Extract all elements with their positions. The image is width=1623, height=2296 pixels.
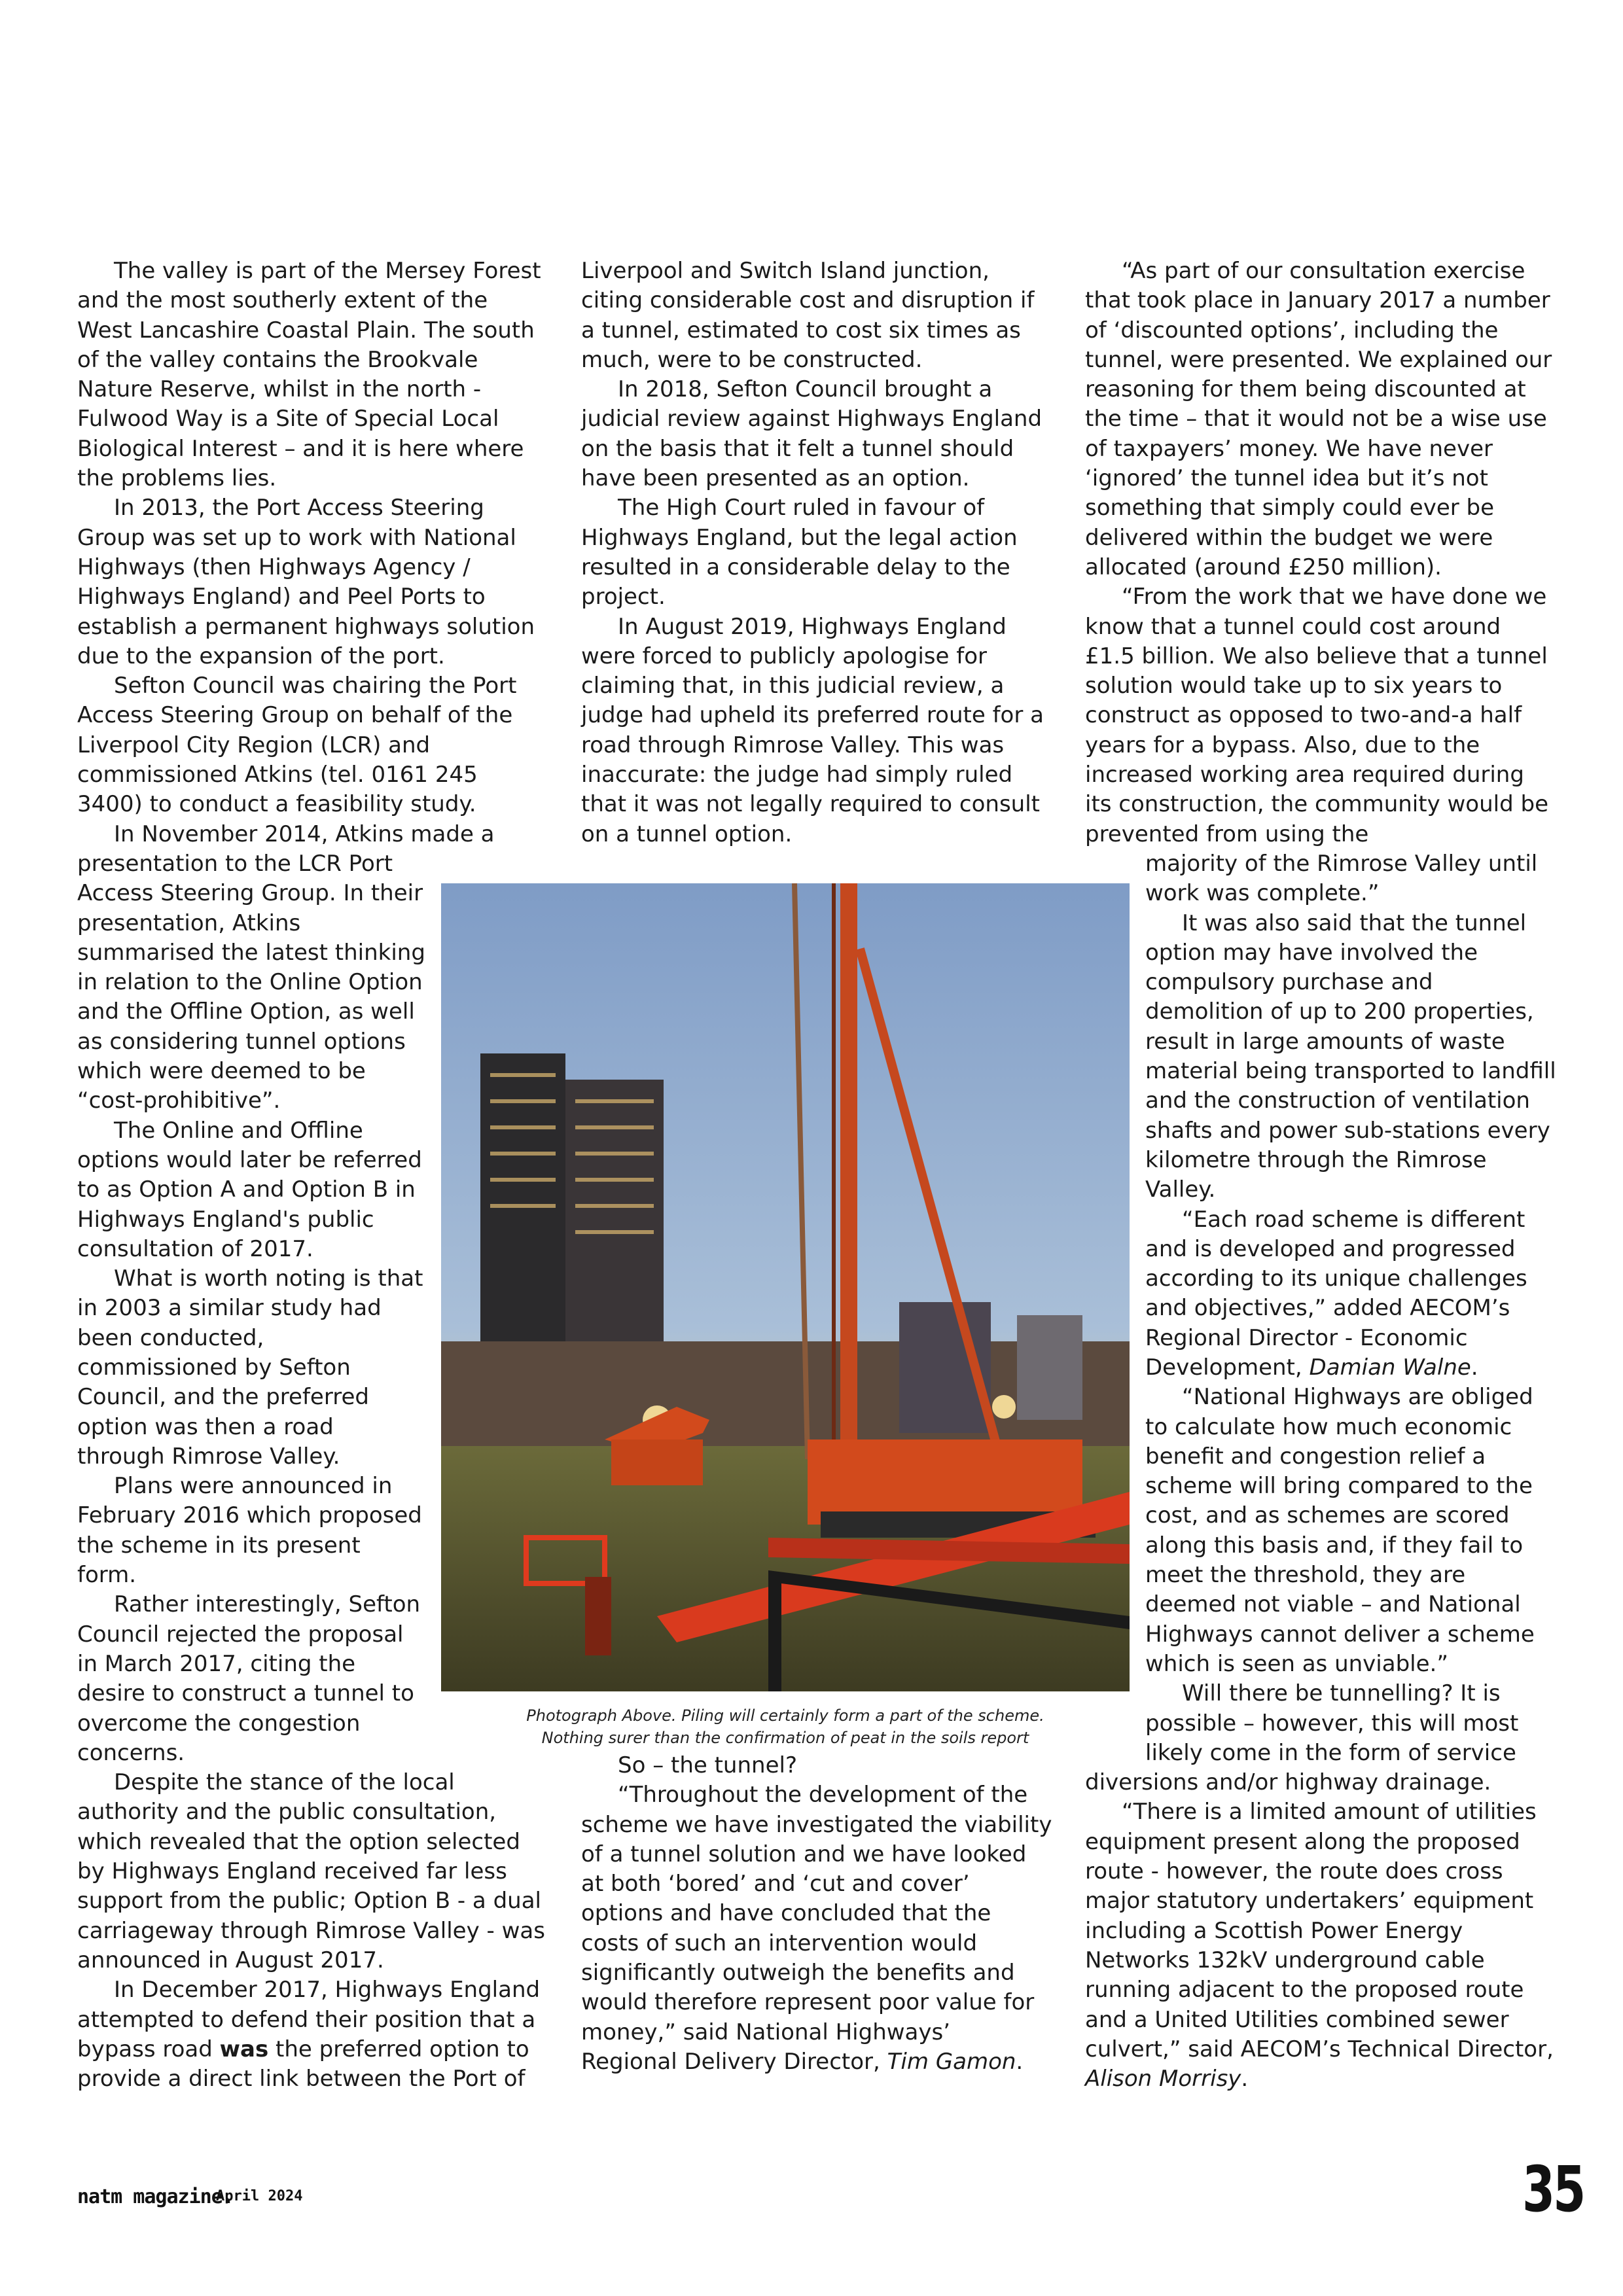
paragraph: [581, 1780, 1052, 2077]
construction-site-photo: [441, 883, 1130, 1691]
caption-line: Nothing surer than the confirmation of peat in the soils report: [541, 1729, 1029, 1747]
paragraph: In November 2014, Atkins made a: [114, 821, 495, 847]
paragraph: Will there be tunnelling? It is possible – however, this will most likely come in the form of service: [1145, 1680, 1519, 1766]
paragraph: Sefton Council was chairing the Port Access Steering Group on behalf of the Liverpool City Region (LCR) and commissioned Atkins (tel. 0161 245 3400) to conduct a feasibility study.: [77, 673, 517, 818]
caption-line: Photograph Above. Piling will certainly form a part of the scheme.: [526, 1706, 1044, 1725]
paragraph: “National Highways are obliged to calculate how much economic benefit and congestion relief a scheme will bring compared to the cost, and as schemes are scored along this basis and, if they fail to meet the threshold, they are deemed not viable – and National Highways cannot deliver a scheme which is seen as unviable.”: [1145, 1384, 1535, 1677]
paragraph: So – the tunnel?: [618, 1752, 797, 1778]
paragraph: In 2013, the Port Access Steering Group was set up to work with National Highways (then Highways Agency / Highways England) and Peel Ports to establish a permanent highways solution due to the expansion of the port.: [77, 495, 535, 669]
speaker-name: Tim Gamon: [887, 2048, 1016, 2075]
paragraph: diversions and/or highway drainage.: [1085, 1769, 1491, 1796]
paragraph: The High Court ruled in favour of Highways England, but the legal action resulted in a considerable delay to the project.: [581, 495, 1018, 610]
speaker-name: Damian Walne: [1309, 1354, 1471, 1381]
bold-text: was: [219, 2036, 269, 2062]
magazine-name: natm magazine.: [77, 2185, 234, 2208]
text-run: In December 2017, Highways England attempted to defend their position that a bypass road: [77, 1977, 541, 2062]
text-run: the preferred option to provide a direct link between the Port of: [77, 2036, 529, 2093]
paragraph: The valley is part of the Mersey Forest and the most southerly extent of the West Lancashire Coastal Plain. The south of the valley contains the Brookvale Nature Reserve, whilst in the north - Fulwood Way is a Site of Special Local Biological Interest – and it is here where the problems lies.: [77, 258, 541, 492]
paragraph: In 2018, Sefton Council brought a judicial review against Highways England on the basis that it felt a tunnel should have been presented as an option.: [581, 376, 1043, 492]
text-run: “Each road scheme is different and is developed and progressed according to its unique challenges and objectives,” added AECOM’s Regional Director - Economic Development,: [1145, 1206, 1527, 1381]
paragraph: Rather interestingly, Sefton Council rejected the proposal in March 2017, citing the desire to construct a tunnel to overcome the congestion concerns.: [77, 1591, 421, 1766]
article-column-3: [1085, 256, 1556, 2094]
paragraph: presentation to the LCR Port Access Steering Group. In their presentation, Atkins summarised the latest thinking in relation to the Online Option and the Offline Option, as well as considering tunnel options which were deemed to be “cost-prohibitive”.: [77, 850, 425, 1114]
paragraph: The Online and Offline options would later be referred to as Option A and Option B in Highways England's public consultation of 2017.: [77, 1117, 422, 1262]
text-run: .: [1471, 1354, 1478, 1381]
paragraph: [1085, 1797, 1556, 2094]
text-run: “Throughout the development of the scheme we have investigated the viability of a tunnel solution and we have looked at both ‘bored’ and ‘cut and cover’ options and have concluded that the costs of such an intervention would significantly outweigh the benefits and would therefore represent poor value for money,” said National Highways’ Regional Delivery Director,: [581, 1782, 1052, 2075]
paragraph: Despite the stance of the local authority and the public consultation, which revealed that the option selected by Highways England received far less support from the public; Option B - a dual carriageway through Rimrose Valley - was announced in August 2017.: [77, 1769, 545, 1973]
paragraph: Liverpool and Switch Island junction, citing considerable cost and disruption if a tunnel, estimated to cost six times as much, were to be constructed.: [581, 258, 1035, 373]
paragraph: “From the work that we have done we know that a tunnel could cost around £1.5 billion. We also believe that a tunnel solution would take up to six years to construct as opposed to two-and-a half years for a bypass. Also, due to the increased working area required during its construction, the community would be prevented from using the: [1085, 584, 1548, 847]
speaker-name: Alison Morrisy: [1085, 2066, 1241, 2093]
text-run: .: [1241, 2066, 1249, 2093]
paragraph: Plans were announced in February 2016 which proposed the scheme in its present form.: [77, 1473, 422, 1589]
paragraph: [1145, 1205, 1556, 1383]
paragraph: In August 2019, Highways England were forced to publicly apologise for claiming that, in this judicial review, a judge had upheld its preferred route for a road through Rimrose Valley. This was inaccurate: the judge had simply ruled that it was not legally required to consult on a tunnel option.: [581, 613, 1044, 847]
page-number: 35: [1522, 2153, 1584, 2226]
text-wrap-left-of-photo: [77, 849, 425, 1768]
text-run: “There is a limited amount of utilities equipment present along the proposed route - however, the route does cross major statutory undertakers’ equipment including a Scottish Power Energy Networks 132kV underground cable running adjacent to the proposed route and a United Utilities combined sewer culvert,” said AECOM’s Technical Director,: [1085, 1799, 1554, 2062]
text-wrap-right-of-photo: [1145, 849, 1556, 1768]
paragraph: majority of the Rimrose Valley until work was complete.”: [1145, 850, 1538, 907]
issue-date: April 2024: [216, 2188, 303, 2204]
paragraph: It was also said that the tunnel option may have involved the compulsory purchase and demolition of up to 200 properties, result in large amounts of waste material being transported to landfill and the construction of ventilation shafts and power sub-stations every kilometre through the Rimrose Valley.: [1145, 910, 1556, 1203]
text-run: .: [1016, 2048, 1024, 2075]
paragraph: “As part of our consultation exercise that took place in January 2017 a number of ‘discounted options’, including the tunnel, were presented. We explained our reasoning for them being discounted at the time – that it would not be a wise use of taxpayers’ money. We have never ‘ignored’ the tunnel idea but it’s not something that simply could ever be delivered within the budget we were allocated (around £250 million).: [1085, 258, 1552, 580]
paragraph: [77, 1975, 548, 2094]
piling-rig-illustration: [441, 883, 1130, 1691]
paragraph: What is worth noting is that in 2003 a similar study had been conducted, commissioned by Sefton Council, and the preferred option was then a road through Rimrose Valley.: [77, 1265, 423, 1470]
photo-caption: [497, 1704, 1073, 1749]
